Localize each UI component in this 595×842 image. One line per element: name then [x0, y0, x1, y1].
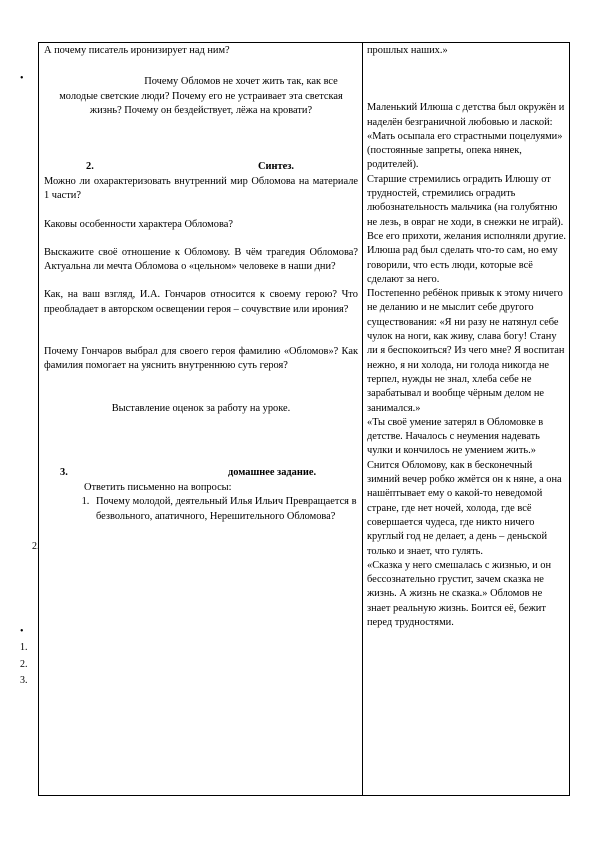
- habit-paragraph: Постепенно ребёнок привык к этому ничего не деланию и не мыслит себе другого существования: «Я ни разу не натянул себе чулок на ноги, как живу, слава богу! Стану ли я беспокоиться? Из чего мне? Я воспитан нежно, я ни холода, ни голода никогда не терпел, нужды не знал, хлеба себе не зарабатывал и вообще чёрным делом не занимался.»: [367, 288, 565, 414]
- margin-bullet: •: [20, 626, 24, 637]
- synthesis-questions: [44, 175, 358, 416]
- question-oblomov-life: Почему Обломов не хочет жить так, как все молодые светские люди? Почему его не устраивает эта светская жизнь? Почему он бездействует, лёжа на кровати?: [59, 76, 343, 116]
- homework-block: [44, 481, 358, 524]
- margin-number: 3.: [20, 675, 28, 686]
- protection-paragraph: Старшие стремились оградить Илюшу от трудностей, стремились оградить любознательность мальчика (на голубятню не лезь, в овраг не ходи, в снежки не играй). Все его прихоти, желания исполняли другие. Илюша рад был сделать что-то сам, но ему говорили, что есть люди, которые всё сделают за него.: [367, 173, 566, 285]
- margin-number: 2.: [20, 659, 28, 670]
- homework-intro: Ответить письменно на вопросы:: [84, 482, 232, 493]
- section-title-synthesis: Синтез.: [258, 161, 294, 172]
- section-number-synthesis: 2.: [86, 161, 94, 172]
- homework-list: [44, 495, 358, 524]
- homework-question: 1. Почему молодой, деятельный Илья Ильич Превращается в безвольного, апатичного, Нерешительного Обломова?: [92, 495, 358, 524]
- childhood-love: Маленький Илюша с детства был окружён и наделён безграничной любовью и лаской: «Мать осыпала его страстными поцелуями» (постоянные запреты, опека нянек, родителей).: [367, 102, 565, 171]
- column-divider: [362, 42, 363, 796]
- grades-line: Выставление оценок за работу на уроке.: [111, 402, 291, 414]
- margin-number: 1.: [20, 642, 28, 653]
- margin-bullet: •: [20, 73, 24, 84]
- question-attitude: Выскажите своё отношение к Обломову. В чём трагедия Обломова? Актуальна ли мечта Обломова о «цельном» человеке в наши дни?: [44, 246, 358, 273]
- left-column: [44, 42, 358, 118]
- dream-paragraph: Снится Обломову, как в бесконечный зимний вечер робко жмётся он к няне, а она нашёптывает ему о какой-то неведомой стране, где нет ночей, холода, где всё совершается чудеса, где никто ничего круглый год не делает, а день – деньской только и знает, что гулять.: [367, 459, 562, 557]
- section-title-homework: домашнее задание.: [228, 467, 317, 478]
- question-traits: Каковы особенности характера Обломова?: [44, 218, 233, 230]
- lost-skill-quote: «Ты своё умение затерял в Обломовке в детстве. Началось с неумения надевать чулки и кончилось не умением жить.»: [367, 416, 544, 457]
- question-author: Как, на ваш взгляд, И.А. Гончаров относится к своему герою? Что преобладает в авторском освещении героя – сочувствие или ирония?: [44, 289, 358, 315]
- right-column: [367, 42, 567, 630]
- fairytale-quote: «Сказка у него смешалась с жизнью, и он бессознательно грустит, зачем сказка не жизнь. А жизнь не сказка.» Обломов не знает реальную жизнь. Боится её, бежит перед трудностями.: [367, 559, 552, 628]
- question-inner-world: Можно ли охарактеризовать внутренний мир Обломова на материале 1 части?: [44, 176, 358, 202]
- question-surname: Почему Гончаров выбрал для своего героя фамилию «Обломов»? Как фамилия помогает на уяснить внутреннюю суть героя?: [44, 346, 358, 372]
- margin-number: 2.: [32, 541, 40, 552]
- quote-fragment: прошлых наших.»: [367, 45, 448, 56]
- section-number-homework: 3.: [60, 467, 68, 478]
- question-ironic: А почему писатель иронизирует над ним?: [44, 45, 230, 56]
